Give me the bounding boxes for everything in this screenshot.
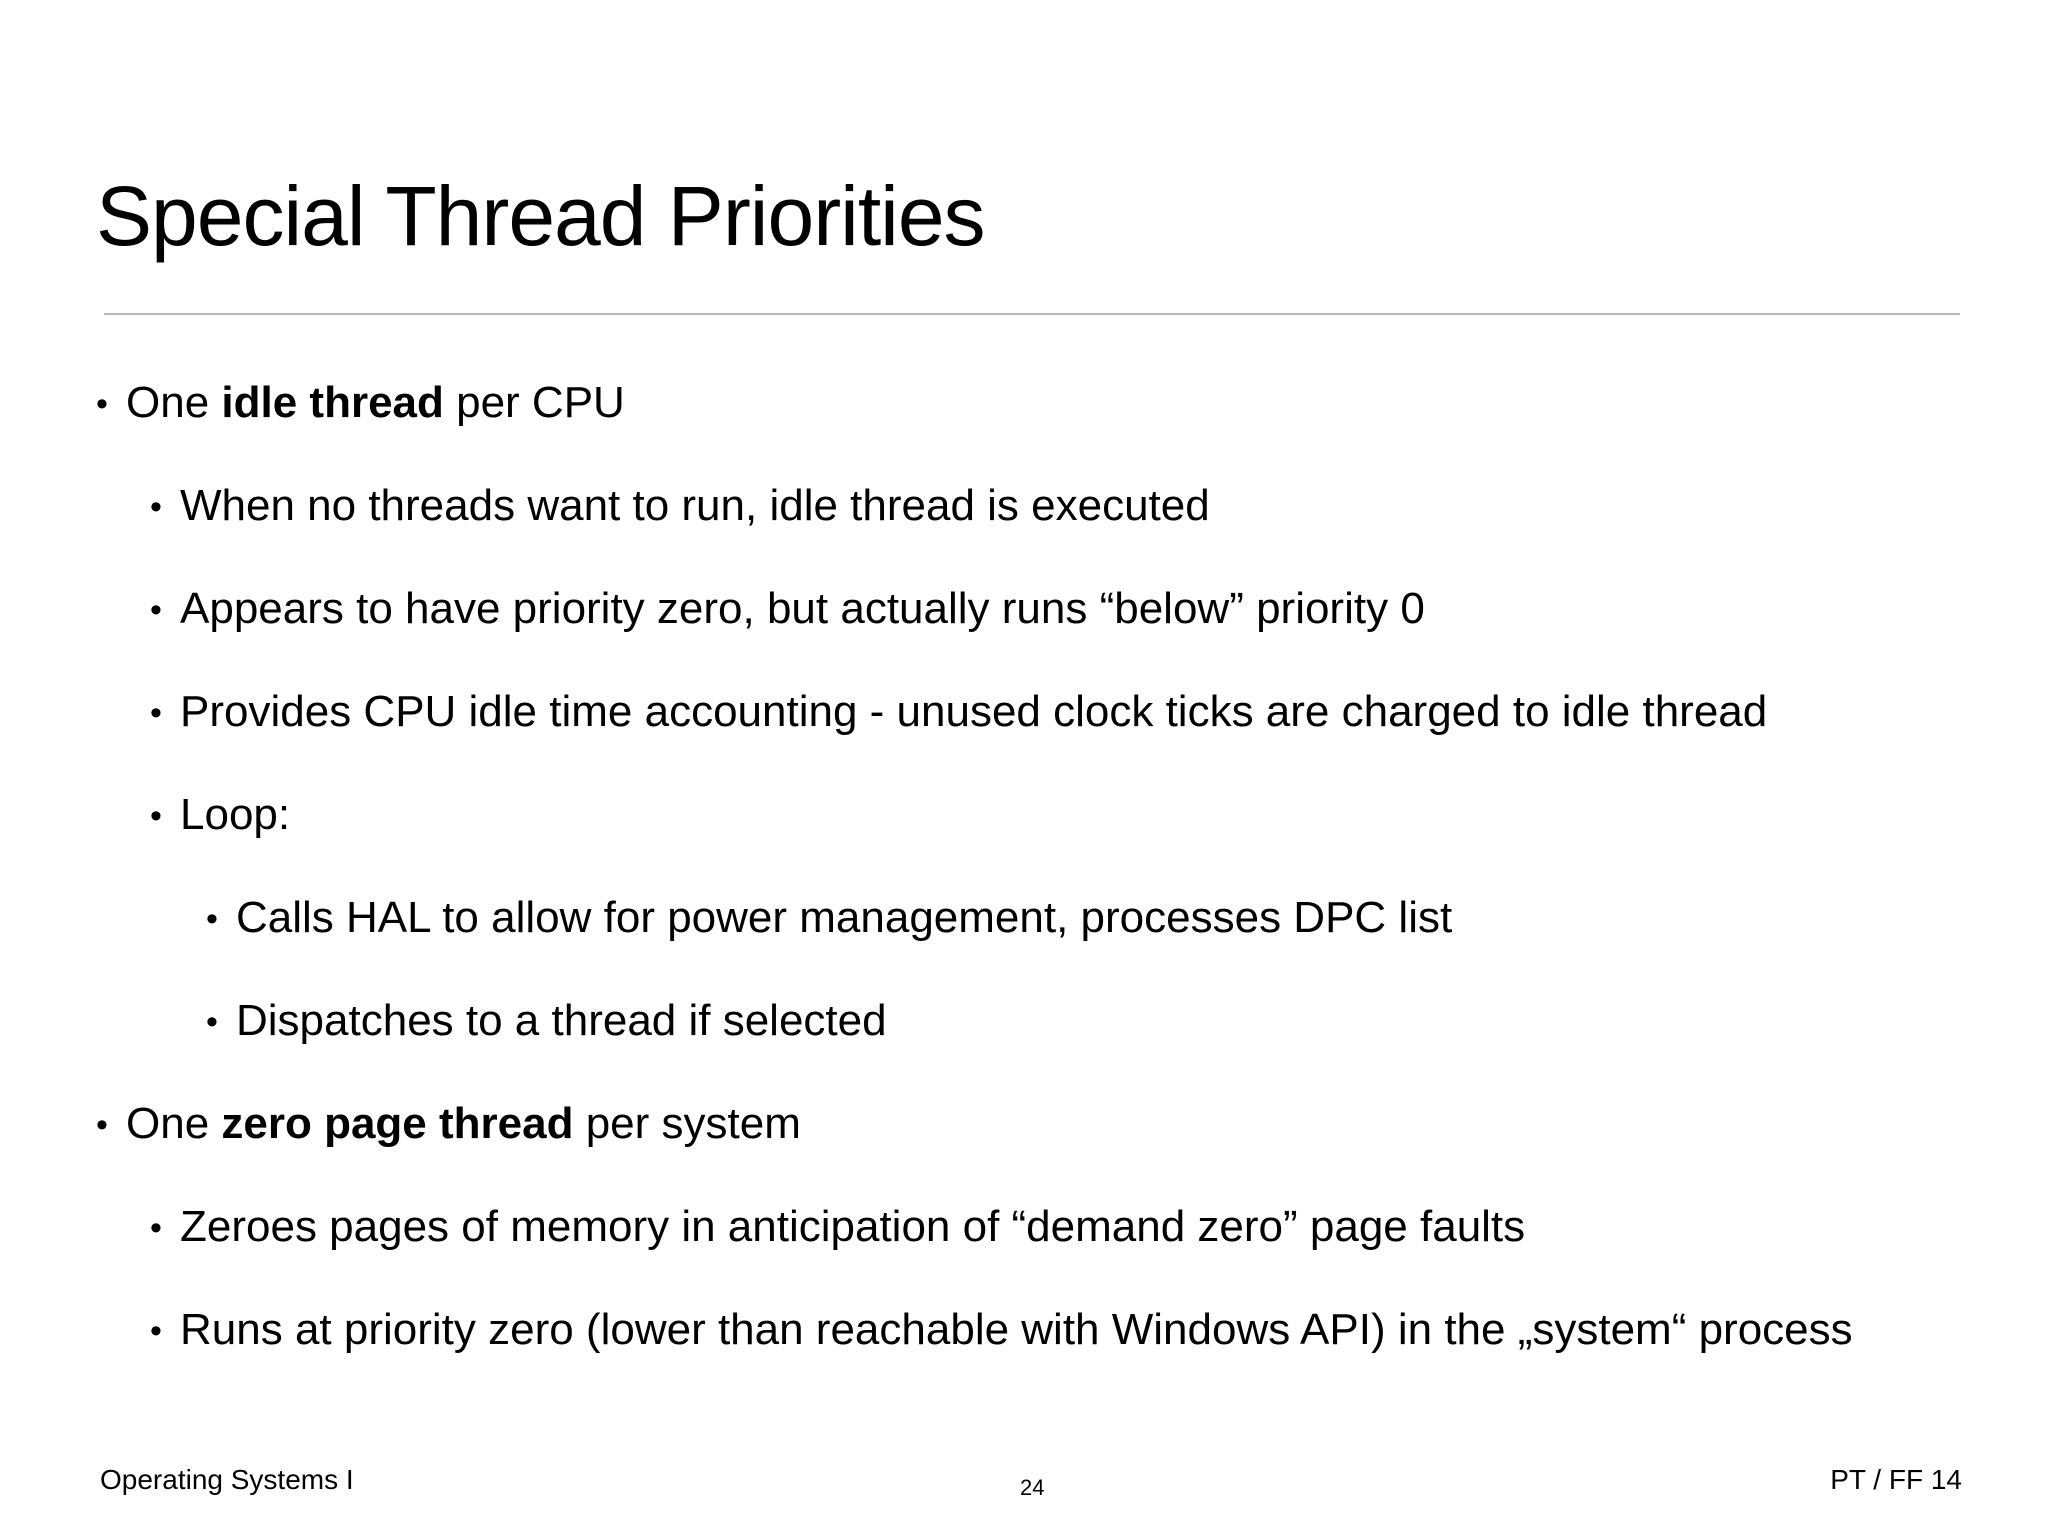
bullet-text: Runs at priority zero (lower than reachable with Windows API) in the „system“ process — [180, 1305, 1853, 1354]
footer-page-number: 24 — [1020, 1475, 1045, 1500]
bullet-text: Appears to have priority zero, but actually runs “below” priority 0 — [180, 584, 1425, 633]
bullet-runs-priority-zero — [150, 1305, 1853, 1356]
bullet-zeroes-pages — [150, 1202, 1525, 1253]
bullet-glyph: • — [206, 1003, 218, 1041]
bullet-calls-hal — [206, 893, 1452, 944]
bullet-idle-accounting — [150, 687, 1767, 738]
bullet-text-post: per system — [573, 1099, 801, 1148]
bullet-glyph: • — [150, 591, 162, 629]
bullet-glyph: • — [96, 385, 108, 423]
bullet-text: Loop: — [180, 790, 291, 839]
bullet-zero-page-thread — [96, 1099, 801, 1150]
bullet-glyph: • — [150, 1312, 162, 1350]
bullet-glyph: • — [150, 797, 162, 835]
bullet-glyph: • — [150, 1209, 162, 1247]
footer-authors: PT / FF 14 — [1830, 1464, 1962, 1495]
bullet-text-bold: idle thread — [221, 378, 444, 427]
bullet-loop — [150, 790, 290, 841]
bullet-priority-zero — [150, 584, 1425, 635]
bullet-text-pre: One — [126, 1099, 222, 1148]
bullet-glyph: • — [150, 488, 162, 526]
bullet-text: When no threads want to run, idle thread is executed — [180, 481, 1210, 530]
bullet-idle-thread — [96, 378, 625, 429]
bullet-text: Zeroes pages of memory in anticipation of “demand zero” page faults — [180, 1202, 1526, 1251]
slide-title: Special Thread Priorities — [96, 169, 985, 263]
bullet-text-pre: One — [126, 378, 222, 427]
bullet-dispatches — [206, 996, 887, 1047]
bullet-text: Dispatches to a thread if selected — [236, 996, 887, 1045]
bullet-text-post: per CPU — [443, 378, 625, 427]
bullet-text: Calls HAL to allow for power management, processes DPC list — [236, 893, 1453, 942]
bullet-text-bold: zero page thread — [221, 1099, 574, 1148]
bullet-glyph: • — [96, 1106, 108, 1144]
bullet-idle-executed — [150, 481, 1210, 532]
footer-course: Operating Systems I — [100, 1464, 354, 1495]
bullet-glyph: • — [150, 694, 162, 732]
bullet-text: Provides CPU idle time accounting - unused clock ticks are charged to idle thread — [180, 687, 1768, 736]
bullet-glyph: • — [206, 900, 218, 938]
